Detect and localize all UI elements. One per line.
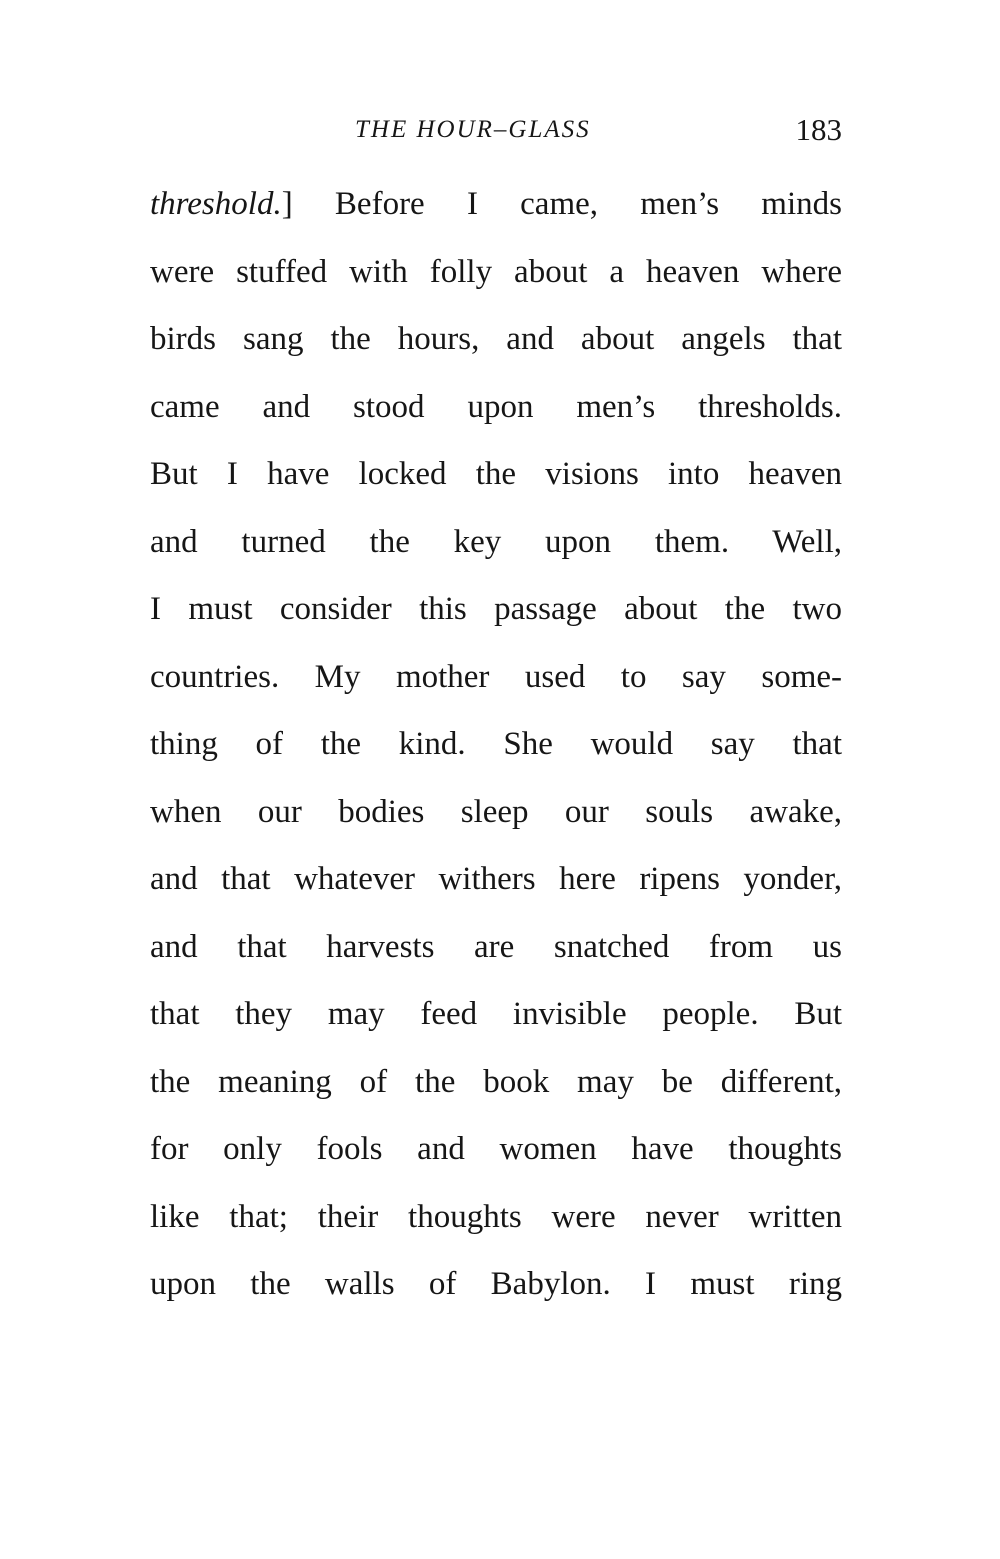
text-line-6: and turned the key upon them. Well, [150, 523, 842, 560]
text-line-14: the meaning of the book may be different, [150, 1063, 842, 1100]
text-line-11: and that whatever withers here ripens yonder, [150, 861, 842, 897]
page-body-text [150, 171, 842, 1319]
text-line-1 [150, 171, 842, 239]
page-number: 183 [795, 112, 842, 147]
text-line-10: when our bodies sleep our souls awake, [150, 793, 842, 830]
running-title: THE HOUR–GLASS [355, 116, 591, 143]
text-line-4: came and stood upon men’s thresholds. [150, 388, 842, 425]
text-line-15: for only fools and women have thoughts [150, 1131, 842, 1167]
text-line-3: birds sang the hours, and about angels that [150, 321, 842, 357]
text-line-17: upon the walls of Babylon. I must ring [150, 1266, 842, 1302]
running-head [150, 108, 842, 152]
text-line-16: like that; their thoughts were never written [150, 1198, 842, 1235]
italic-word: threshold. [150, 186, 282, 222]
text-line-5: But I have locked the visions into heaven [150, 456, 842, 492]
text-line-9: thing of the kind. She would say that [150, 726, 842, 762]
text-line-2: were stuffed with folly about a heaven where [150, 253, 842, 290]
text-line-8: countries. My mother used to say some- [150, 658, 842, 695]
text-line-7: I must consider this passage about the two [150, 591, 842, 627]
text-line-13: that they may feed invisible people. But [150, 996, 842, 1032]
text-line-12: and that harvests are snatched from us [150, 928, 842, 965]
text-line-1-rest: ] Before I came, men’s minds [281, 186, 842, 222]
